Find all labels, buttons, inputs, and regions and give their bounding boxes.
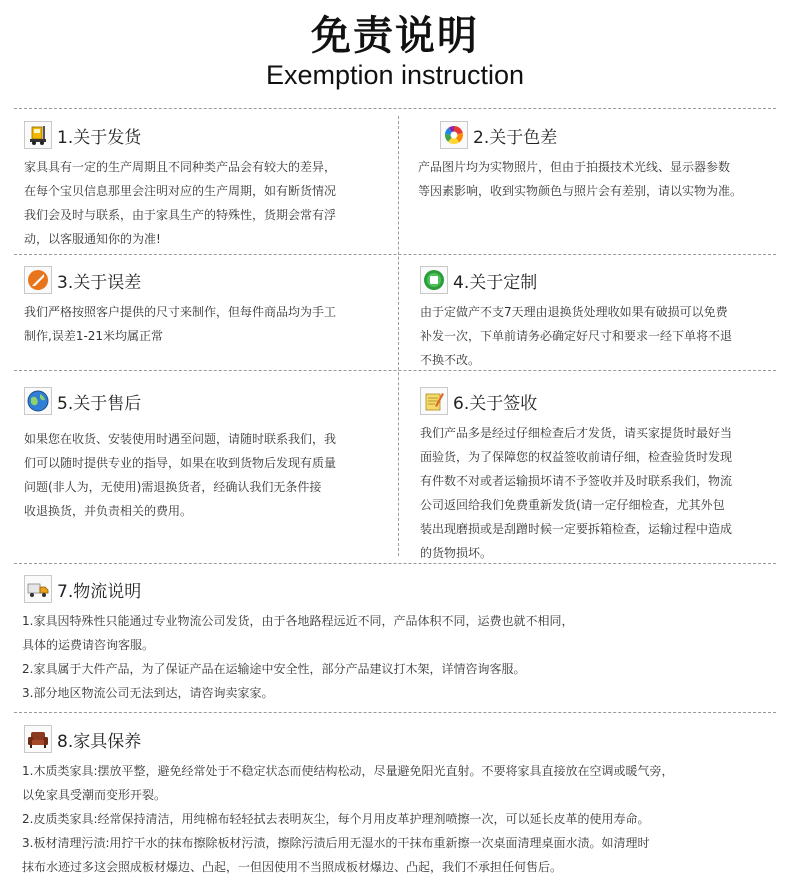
divider xyxy=(14,712,776,713)
text-line: 2.家具属于大件产品，为了保证产品在运输途中安全性，部分产品建议打木架，详情咨询客服。 xyxy=(22,662,526,676)
section-title: 8.家具保养 xyxy=(57,731,142,752)
text-line: 1.木质类家具:摆放平整，避免经常处于不稳定状态而使结构松动，尽量避免阳光直射。不要将家具直接放在空调或暖气旁， xyxy=(22,764,674,778)
section-furniture-care xyxy=(24,723,674,879)
text-line: 抹布水迹过多这会照成板材爆边、凸起，一但因使用不当照成板材爆边、凸起，我们不承担任何售后。 xyxy=(22,860,563,874)
section-text xyxy=(22,759,674,879)
color-wheel-icon xyxy=(440,121,468,149)
custom-green-icon xyxy=(420,266,448,294)
text-line: 我们会及时与联系，由于家具生产的特殊性，货期会常有浮 xyxy=(24,208,337,222)
section-text xyxy=(420,421,732,565)
column-divider xyxy=(398,116,399,556)
section-after-sales xyxy=(24,385,336,523)
truck-icon xyxy=(24,575,52,603)
section-text xyxy=(24,427,336,523)
section-title: 7.物流说明 xyxy=(57,581,142,602)
text-line: 的货物损坏。 xyxy=(420,546,493,560)
section-shipping xyxy=(24,119,336,251)
section-title: 6.关于签收 xyxy=(453,393,538,414)
text-line: 由于定做产不支7天理由退换货处理收如果有破损可以免费 xyxy=(420,305,728,319)
text-line: 我们严格按照客户提供的尺寸来制作，但每件商品均为手工 xyxy=(24,305,337,319)
text-line: 在每个宝贝信息那里会注明对应的生产周期，如有断货情况 xyxy=(24,184,337,198)
text-line: 如果您在收货、安装使用时遇至问题，请随时联系我们，我 xyxy=(24,432,337,446)
section-customization xyxy=(420,264,732,372)
text-line: 2.皮质类家具:经常保持清洁，用纯棉布轻轻拭去表明灰尘，每个月用皮革护理剂喷擦一次，可以延长皮革的使用寿命。 xyxy=(22,812,650,826)
section-text xyxy=(22,609,573,705)
section-text xyxy=(24,300,336,348)
divider xyxy=(14,254,776,255)
section-tolerance xyxy=(24,264,336,348)
section-title: 4.关于定制 xyxy=(453,272,538,293)
forklift-icon xyxy=(24,121,52,149)
text-line: 3.板材清理污渍:用拧干水的抹布擦除板材污渍，擦除污渍后用无湿水的干抹布重新擦一次桌面清理桌面水渍。如清理时 xyxy=(22,836,650,850)
text-line: 补发一次，下单前请务必确定好尺寸和要求一经下单将不退 xyxy=(420,329,733,343)
section-logistics xyxy=(24,573,573,705)
notepad-icon xyxy=(420,387,448,415)
text-line: 不换不改。 xyxy=(420,353,481,367)
section-title: 1.关于发货 xyxy=(57,127,142,148)
text-line: 1.家具因特殊性只能通过专业物流公司发货，由于各地路程远近不同，产品体积不同，运费也就不相同， xyxy=(22,614,574,628)
text-line: 等因素影响，收到实物颜色与照片会有差别，请以实物为准。 xyxy=(418,184,743,198)
section-signing xyxy=(420,385,732,565)
ruler-triangle-icon xyxy=(24,266,52,294)
text-line: 有件数不对或者运输损坏请不予签收并及时联系我们，物流 xyxy=(420,474,733,488)
section-title: 3.关于误差 xyxy=(57,272,142,293)
text-line: 家具具有一定的生产周期且不同种类产品会有较大的差异， xyxy=(24,160,337,174)
text-line: 产品图片均为实物照片，但由于拍摄技术光线、显示器参数 xyxy=(418,160,731,174)
text-line: 装出现磨损或是刮蹭时候一定要拆箱检查，运输过程中造成 xyxy=(420,522,733,536)
text-line: 收退换货，并负责相关的费用。 xyxy=(24,504,193,518)
text-line: 具体的运费请咨询客服。 xyxy=(22,638,155,652)
page-title-cn: 免责说明 xyxy=(311,13,479,59)
text-line: 问题(非人为，无使用)需退换货者，经确认我们无条件接 xyxy=(24,480,322,494)
globe-icon xyxy=(24,387,52,415)
page-title-en: Exemption instruction xyxy=(265,60,525,90)
text-line: 我们产品多是经过仔细检查后才发货，请买家提货时最好当 xyxy=(420,426,733,440)
text-line: 3.部分地区物流公司无法到达，请咨询卖家家。 xyxy=(22,686,274,700)
text-line: 以免家具受潮而变形开裂。 xyxy=(22,788,167,802)
section-text xyxy=(24,155,336,251)
divider xyxy=(14,108,776,109)
text-line: 公司返回给我们免费重新发货(请一定仔细检查，尤其外包 xyxy=(420,498,725,512)
section-text xyxy=(418,155,742,203)
text-line: 动，以客服通知你的为准! xyxy=(24,232,161,246)
section-title: 5.关于售后 xyxy=(57,393,142,414)
section-text xyxy=(420,300,732,372)
text-line: 制作,误差1-21米均属正常 xyxy=(24,329,164,343)
sofa-icon xyxy=(24,725,52,753)
text-line: 面验货，为了保障您的权益签收前请仔细，检查验货时发现 xyxy=(420,450,733,464)
section-color-difference xyxy=(418,119,743,203)
text-line: 们可以随时提供专业的指导，如果在收到货物后发现有质量 xyxy=(24,456,337,470)
section-title: 2.关于色差 xyxy=(473,127,558,148)
